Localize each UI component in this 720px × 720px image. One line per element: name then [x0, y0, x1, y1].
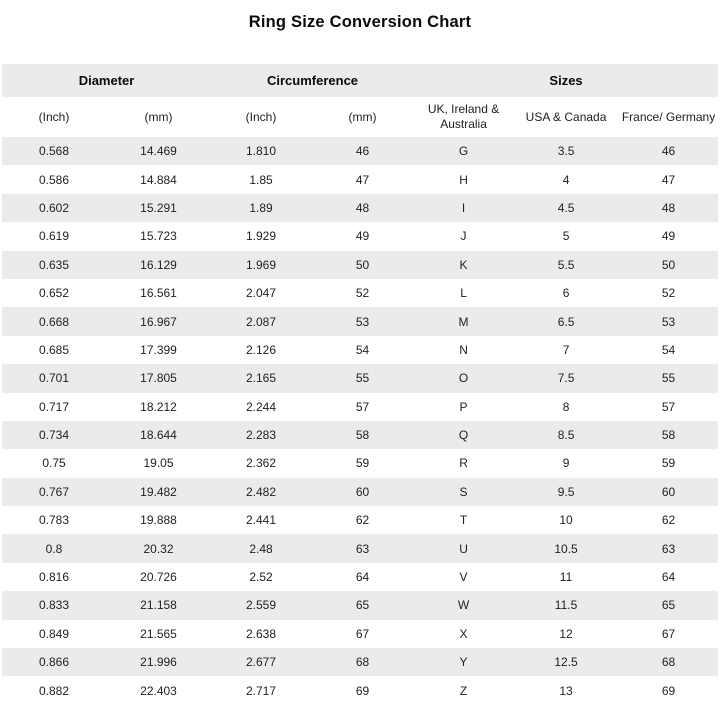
cell: 19.482 — [106, 478, 211, 506]
table-row — [2, 279, 718, 307]
cell: 1.929 — [211, 222, 311, 250]
table-row — [2, 563, 718, 591]
cell: L — [414, 279, 513, 307]
cell: 2.52 — [211, 563, 311, 591]
cell: 12.5 — [513, 648, 619, 676]
cell: 69 — [311, 676, 414, 704]
cell: K — [414, 251, 513, 279]
column-header-circumference-inch: (Inch) — [211, 97, 311, 137]
cell: G — [414, 137, 513, 165]
cell: 49 — [311, 222, 414, 250]
cell: 18.212 — [106, 393, 211, 421]
cell: 6.5 — [513, 307, 619, 335]
cell: 47 — [619, 165, 718, 193]
cell: 48 — [311, 194, 414, 222]
table-row — [2, 620, 718, 648]
cell: 58 — [619, 421, 718, 449]
cell: 0.717 — [2, 393, 106, 421]
cell: 0.767 — [2, 478, 106, 506]
column-header-france-germany: France/ Germany — [619, 97, 718, 137]
cell: J — [414, 222, 513, 250]
cell: 0.783 — [2, 506, 106, 534]
cell: U — [414, 534, 513, 562]
cell: W — [414, 591, 513, 619]
cell: 68 — [619, 648, 718, 676]
cell: 21.996 — [106, 648, 211, 676]
cell: 57 — [311, 393, 414, 421]
cell: 2.677 — [211, 648, 311, 676]
cell: 65 — [619, 591, 718, 619]
cell: 55 — [619, 364, 718, 392]
cell: 52 — [311, 279, 414, 307]
cell: 0.685 — [2, 336, 106, 364]
cell: 9 — [513, 449, 619, 477]
cell: 14.884 — [106, 165, 211, 193]
column-group-row — [2, 64, 718, 97]
cell: 63 — [311, 534, 414, 562]
cell: 60 — [311, 478, 414, 506]
table-header — [2, 64, 718, 137]
cell: 47 — [311, 165, 414, 193]
cell: 0.635 — [2, 251, 106, 279]
cell: 62 — [311, 506, 414, 534]
cell: 10.5 — [513, 534, 619, 562]
column-header-circumference-mm: (mm) — [311, 97, 414, 137]
cell: 49 — [619, 222, 718, 250]
table-row — [2, 393, 718, 421]
cell: 0.619 — [2, 222, 106, 250]
cell: 2.559 — [211, 591, 311, 619]
cell: O — [414, 364, 513, 392]
cell: 48 — [619, 194, 718, 222]
cell: 19.888 — [106, 506, 211, 534]
cell: 11 — [513, 563, 619, 591]
column-group-sizes: Sizes — [414, 64, 718, 97]
cell: 1.969 — [211, 251, 311, 279]
column-header-diameter-inch: (Inch) — [2, 97, 106, 137]
cell: 13 — [513, 676, 619, 704]
table-row — [2, 364, 718, 392]
cell: 53 — [311, 307, 414, 335]
cell: H — [414, 165, 513, 193]
cell: 2.126 — [211, 336, 311, 364]
cell: R — [414, 449, 513, 477]
cell: 68 — [311, 648, 414, 676]
cell: 5.5 — [513, 251, 619, 279]
cell: 2.283 — [211, 421, 311, 449]
cell: 63 — [619, 534, 718, 562]
cell: I — [414, 194, 513, 222]
cell: V — [414, 563, 513, 591]
cell: 2.244 — [211, 393, 311, 421]
table-row — [2, 506, 718, 534]
cell: 62 — [619, 506, 718, 534]
cell: 3.5 — [513, 137, 619, 165]
cell: 1.810 — [211, 137, 311, 165]
cell: 12 — [513, 620, 619, 648]
cell: 54 — [619, 336, 718, 364]
table-row — [2, 591, 718, 619]
cell: 2.087 — [211, 307, 311, 335]
column-group-diameter: Diameter — [2, 64, 211, 97]
cell: 0.652 — [2, 279, 106, 307]
table-row — [2, 478, 718, 506]
cell: 0.8 — [2, 534, 106, 562]
cell: 16.967 — [106, 307, 211, 335]
cell: 14.469 — [106, 137, 211, 165]
table-row — [2, 165, 718, 193]
cell: 0.882 — [2, 676, 106, 704]
cell: 1.85 — [211, 165, 311, 193]
cell: 59 — [311, 449, 414, 477]
cell: 2.482 — [211, 478, 311, 506]
table-row — [2, 676, 718, 704]
cell: 11.5 — [513, 591, 619, 619]
cell: 9.5 — [513, 478, 619, 506]
cell: 7 — [513, 336, 619, 364]
column-header-row — [2, 97, 718, 137]
table-row — [2, 648, 718, 676]
cell: 46 — [311, 137, 414, 165]
cell: Z — [414, 676, 513, 704]
cell: Y — [414, 648, 513, 676]
cell: 16.561 — [106, 279, 211, 307]
cell: 5 — [513, 222, 619, 250]
cell: 8 — [513, 393, 619, 421]
cell: 50 — [311, 251, 414, 279]
cell: 8.5 — [513, 421, 619, 449]
cell: 64 — [311, 563, 414, 591]
table-row — [2, 336, 718, 364]
cell: 4 — [513, 165, 619, 193]
cell: 57 — [619, 393, 718, 421]
cell: 0.568 — [2, 137, 106, 165]
column-header-uk-ireland-australia: UK, Ireland & Australia — [414, 97, 513, 137]
table-row — [2, 222, 718, 250]
table-row — [2, 534, 718, 562]
table-row — [2, 449, 718, 477]
cell: 18.644 — [106, 421, 211, 449]
cell: 2.047 — [211, 279, 311, 307]
cell: 52 — [619, 279, 718, 307]
cell: 0.866 — [2, 648, 106, 676]
cell: M — [414, 307, 513, 335]
cell: 22.403 — [106, 676, 211, 704]
cell: 15.723 — [106, 222, 211, 250]
cell: 65 — [311, 591, 414, 619]
table-row — [2, 421, 718, 449]
cell: 69 — [619, 676, 718, 704]
column-header-usa-canada: USA & Canada — [513, 97, 619, 137]
cell: 0.849 — [2, 620, 106, 648]
cell: 2.165 — [211, 364, 311, 392]
cell: 21.158 — [106, 591, 211, 619]
cell: 15.291 — [106, 194, 211, 222]
cell: 21.565 — [106, 620, 211, 648]
cell: 2.48 — [211, 534, 311, 562]
cell: 55 — [311, 364, 414, 392]
cell: 0.734 — [2, 421, 106, 449]
cell: X — [414, 620, 513, 648]
cell: S — [414, 478, 513, 506]
cell: 16.129 — [106, 251, 211, 279]
cell: 50 — [619, 251, 718, 279]
cell: 67 — [311, 620, 414, 648]
cell: 10 — [513, 506, 619, 534]
cell: 67 — [619, 620, 718, 648]
cell: 59 — [619, 449, 718, 477]
table-row — [2, 194, 718, 222]
cell: 0.75 — [2, 449, 106, 477]
cell: 0.816 — [2, 563, 106, 591]
cell: N — [414, 336, 513, 364]
table-row — [2, 251, 718, 279]
cell: 53 — [619, 307, 718, 335]
page — [0, 12, 720, 720]
cell: Q — [414, 421, 513, 449]
cell: 54 — [311, 336, 414, 364]
ring-size-conversion-table — [2, 64, 718, 705]
cell: 0.668 — [2, 307, 106, 335]
cell: 1.89 — [211, 194, 311, 222]
cell: 2.638 — [211, 620, 311, 648]
cell: 2.362 — [211, 449, 311, 477]
table-row — [2, 137, 718, 165]
cell: 58 — [311, 421, 414, 449]
cell: 4.5 — [513, 194, 619, 222]
cell: 17.805 — [106, 364, 211, 392]
table-body — [2, 137, 718, 705]
cell: 60 — [619, 478, 718, 506]
cell: 2.441 — [211, 506, 311, 534]
cell: 20.726 — [106, 563, 211, 591]
column-header-diameter-mm: (mm) — [106, 97, 211, 137]
cell: T — [414, 506, 513, 534]
cell: 64 — [619, 563, 718, 591]
page-title: Ring Size Conversion Chart — [248, 13, 472, 31]
cell: 0.701 — [2, 364, 106, 392]
cell: 2.717 — [211, 676, 311, 704]
cell: 20.32 — [106, 534, 211, 562]
cell: 6 — [513, 279, 619, 307]
cell: 7.5 — [513, 364, 619, 392]
column-group-circumference: Circumference — [211, 64, 414, 97]
cell: 0.586 — [2, 165, 106, 193]
cell: 0.602 — [2, 194, 106, 222]
cell: 19.05 — [106, 449, 211, 477]
cell: P — [414, 393, 513, 421]
cell: 17.399 — [106, 336, 211, 364]
table-row — [2, 307, 718, 335]
cell: 0.833 — [2, 591, 106, 619]
cell: 46 — [619, 137, 718, 165]
